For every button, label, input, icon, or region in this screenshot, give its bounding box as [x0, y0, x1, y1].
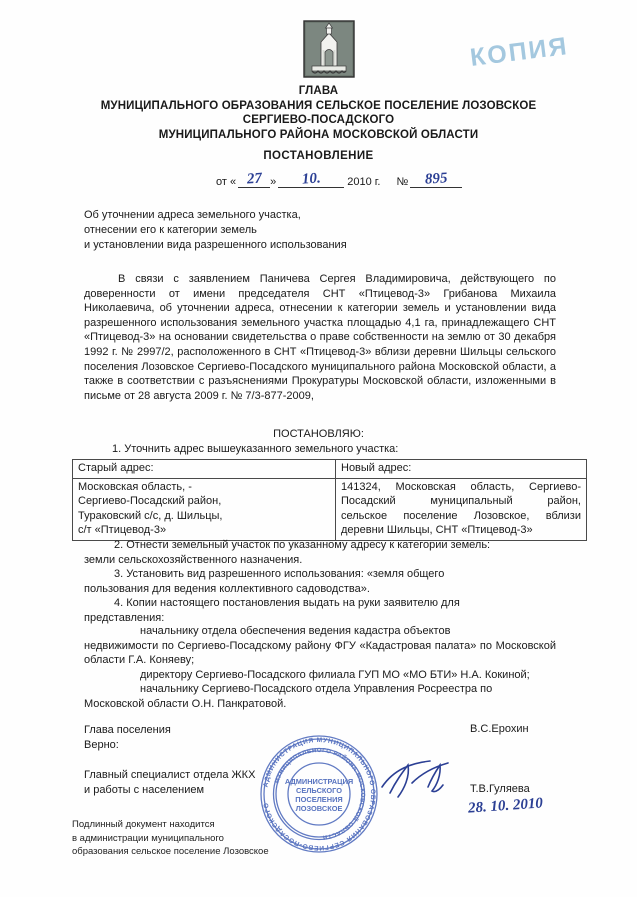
resolution-item-2: 2. Отнести земельный участок по указанному адресу к категории земель:: [114, 539, 491, 551]
date-year: 2010 г.: [347, 176, 381, 188]
number-label: №: [396, 176, 409, 188]
date-month-value: 10.: [301, 170, 322, 188]
svg-text:ПОСЕЛЕНИЯ: ПОСЕЛЕНИЯ: [295, 795, 343, 804]
new-address-line-1: 141324, Московская область, Сергиево-: [341, 480, 581, 493]
resolution-item-3: 3. Установить вид разрешенного использования: «земля общего: [114, 568, 445, 581]
document-type-title: ПОСТАНОВЛЕНИЕ: [263, 150, 374, 162]
recipient-1: начальнику отдела обеспечения ведения кадастра объектов: [140, 625, 451, 637]
recipient-3: начальнику Сергиево-Посадского отдела Управления Росреестра по: [140, 683, 493, 696]
address-table: [72, 459, 587, 541]
svg-text:ЛОЗОВСКОЕ: ЛОЗОВСКОЕ: [295, 804, 343, 813]
signature-head-name: В.С.Ерохин: [470, 723, 529, 735]
table-header-old-address: Старый адрес:: [73, 460, 336, 479]
new-address-line-4: деревни Шильцы, СНТ «Птицевод-3»: [341, 524, 533, 536]
recipient-3-cont: Московской области О.Н. Панкратовой.: [84, 697, 287, 710]
header-line-3: СЕРГИЕВО-ПОСАДСКОГО: [242, 114, 395, 126]
old-address-line-4: с/т «Птицевод-3»: [78, 524, 167, 536]
signature-specialist-block: [84, 768, 255, 798]
body-paragraph: В связи с заявлением Паничева Сергея Владимировича, действующего по доверенности от имени председателя СНТ «Птицевод-3» Грибанова Михаила Николаевича, об уточнении адреса, отнесении к категории земель и установлении вида разрешенного использования земельного участка площадью 4,1 га, принадлежащего СНТ «Птицевод-3» на основании свидетельства о праве собственности на землю от 30 декабря 1992 г. № 2997/2, расположенного в СНТ «Птицевод-3» вблизи деревни Шильцы сельского поселения Лозовское Сергиево-Посадского муниципального района Московской области, а также в соответствии с разъяснениями Прокуратуры Московской области, изложенными в письме от 28 августа 2009 г. № 7/3-877-2009,: [84, 273, 556, 402]
signature-verno-label: Верно:: [84, 739, 119, 751]
table-cell-old-address: [73, 478, 336, 540]
resolution-item-1: 1. Уточнить адрес вышеуказанного земельного участка:: [112, 443, 399, 455]
svg-text:АДМИНИСТРАЦИЯ: АДМИНИСТРАЦИЯ: [284, 777, 354, 786]
signature-head-title: Глава поселения: [84, 724, 171, 736]
signature-specialist-name: Т.В.Гуляева: [470, 783, 530, 795]
subject-line-3: и установлении вида разрешенного использования: [84, 239, 347, 251]
date-number-line: [216, 170, 462, 188]
subject-line-2: отнесении его к категории земель: [84, 224, 257, 236]
resolution-items: [84, 538, 556, 626]
resolution-item-2-cont: земли сельскохозяйственного назначения.: [84, 553, 303, 566]
recipient-1-cont: недвижимости по Сергиево-Посадскому району ФГУ «Кадастровая палата» по Московской области Г.А. Коняеву;: [84, 639, 556, 667]
signature-specialist-title-line-1: Главный специалист отдела ЖКХ: [84, 769, 256, 781]
date-prefix: от «: [216, 176, 237, 188]
new-address-line-3: сельское поселение Лозовское, вблизи: [341, 509, 581, 522]
signature-specialist-title-line-2: и работы с населением: [84, 784, 205, 796]
document-number-value: 895: [424, 170, 449, 188]
coat-of-arms-emblem: [303, 20, 355, 78]
table-header-row: [73, 460, 587, 479]
table-row: [73, 478, 587, 540]
resolution-heading: ПОСТАНОВЛЯЮ:: [273, 428, 364, 440]
recipient-2: директору Сергиево-Посадского филиала ГУП МО «МО БТИ» Н.А. Кокиной;: [140, 668, 530, 681]
table-header-new-address: Новый адрес:: [336, 460, 587, 479]
document-number-field[interactable]: [410, 170, 462, 188]
date-month-field[interactable]: [278, 170, 344, 188]
header-line-2: МУНИЦИПАЛЬНОГО ОБРАЗОВАНИЯ СЕЛЬСКОЕ ПОСЕЛЕНИЕ ЛОЗОВСКОЕ: [100, 99, 537, 112]
signature-date-handwritten: 28. 10. 2010: [467, 795, 544, 817]
new-address-line-2: Посадский муниципальный район,: [341, 495, 581, 507]
table-cell-new-address: [336, 478, 587, 540]
resolution-item-3-cont: пользования для ведения коллективного садоводства».: [84, 582, 370, 595]
signature-head-block: [84, 723, 171, 753]
svg-text:АДМИНИСТРАЦИЯ МУНИЦИПАЛЬНОГО О: АДМИНИСТРАЦИЯ МУНИЦИПАЛЬНОГО ОБРАЗОВАНИЯ СЕРГИЕВО-ПОСАДСКОГО: [262, 736, 377, 852]
old-address-line-3: Тураковский с/с, д. Шильцы,: [78, 509, 223, 522]
footer-note: [72, 818, 269, 859]
date-day-value: 27: [246, 170, 263, 188]
resolution-item-4: 4. Копии настоящего постановления выдать на руки заявителю для: [114, 597, 460, 610]
document-header: [0, 84, 637, 142]
svg-text:МУНИЦИПАЛЬНОГО РАЙОНА МОСКОВСК: МУНИЦИПАЛЬНОГО РАЙОНА МОСКОВСКОЙ ОБЛАСТИ: [274, 747, 366, 840]
old-address-line-2: Сергиево-Посадский район,: [78, 495, 222, 507]
header-line-4: МУНИЦИПАЛЬНОГО РАЙОНА МОСКОВСКОЙ ОБЛАСТИ: [158, 128, 479, 141]
subject-line-1: Об уточнении адреса земельного участка,: [84, 209, 301, 221]
copy-stamp-label: КОПИЯ: [468, 32, 570, 72]
footer-line-2: в администрации муниципального: [72, 832, 224, 844]
svg-text:СЕЛЬСКОГО: СЕЛЬСКОГО: [295, 786, 343, 795]
date-quote-close: »: [270, 176, 277, 188]
footer-line-3: образования сельское поселение Лозовское: [72, 846, 269, 857]
official-round-seal: [258, 733, 380, 855]
handwritten-signature: [378, 757, 468, 817]
old-address-line-1: Московская область, -: [78, 480, 192, 493]
document-subject: [84, 208, 347, 253]
footer-line-1: Подлинный документ находится: [72, 819, 215, 830]
date-day-field[interactable]: [238, 170, 270, 188]
recipients-list: [84, 624, 556, 712]
header-line-1: ГЛАВА: [298, 85, 339, 97]
resolution-item-4-cont: представления:: [84, 611, 165, 624]
